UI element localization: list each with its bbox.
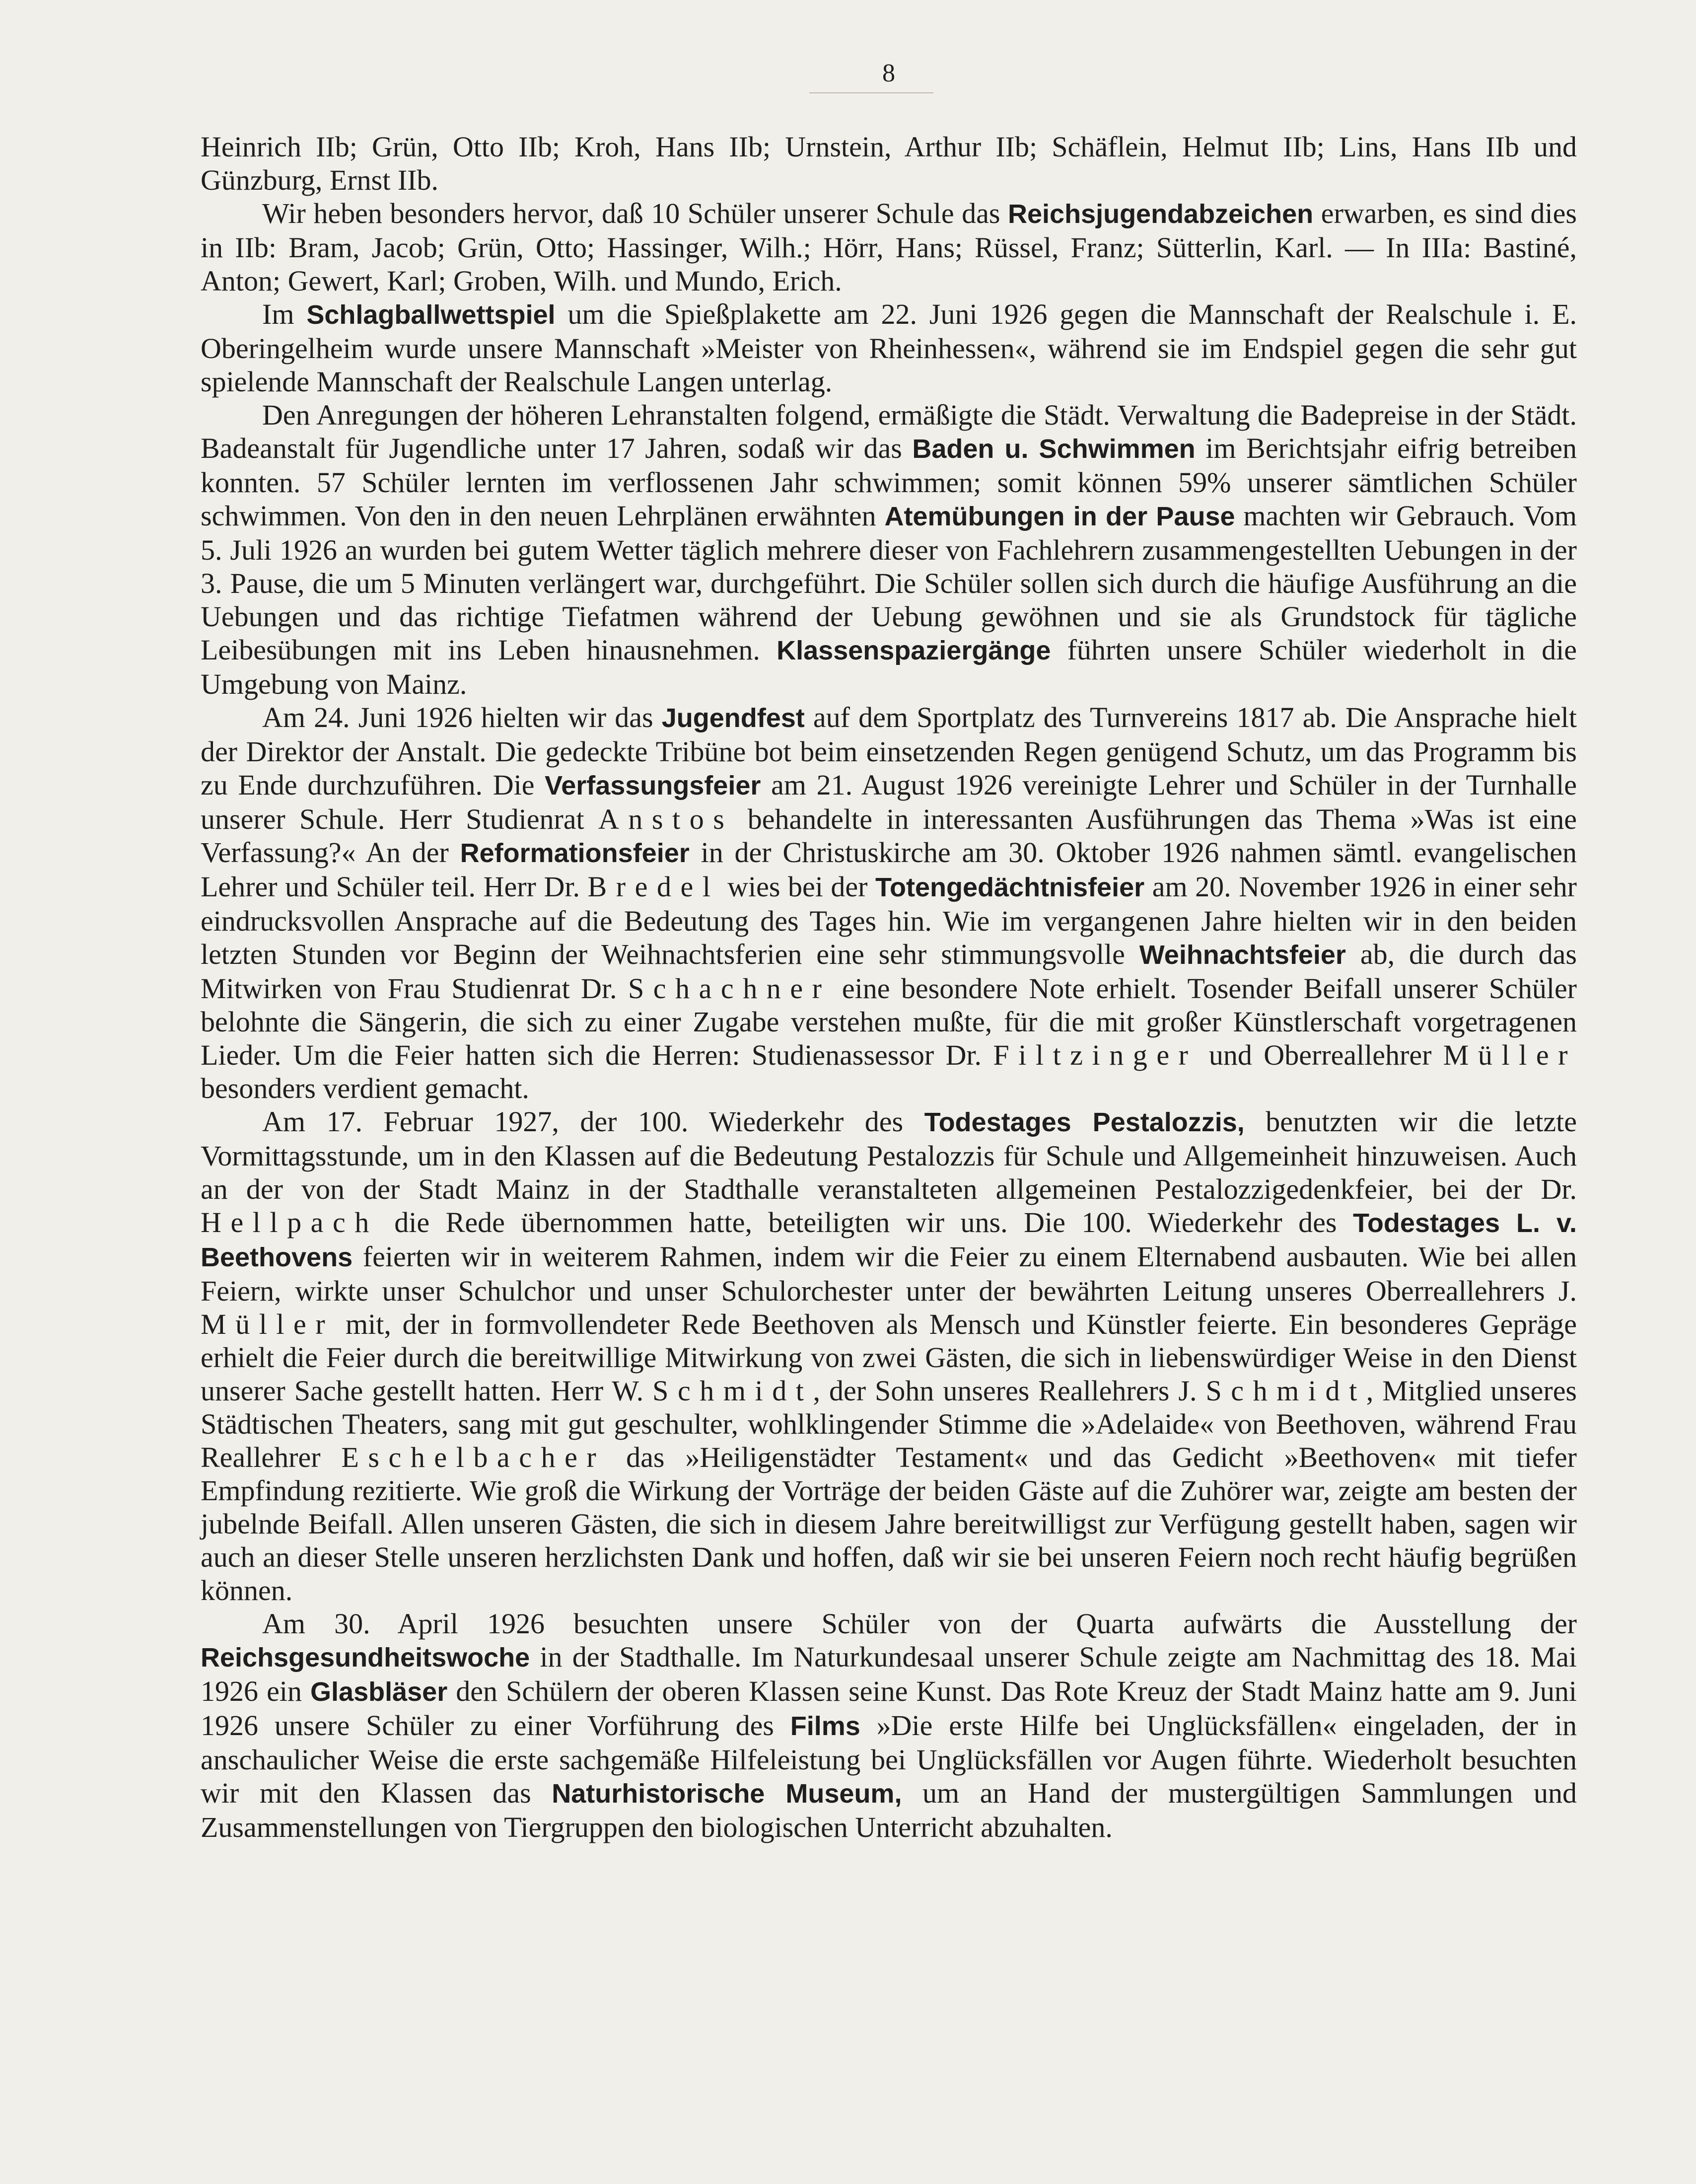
spaced-name: Schachner bbox=[628, 972, 831, 1005]
bold-term: Films bbox=[790, 1711, 860, 1741]
text-run: im Berichtsjahr eifrig betreiben konnten. 57 Schüler lernten im verflossenen Jahr schwimmen; somit können 59% unserer sämtlichen Schüler schwimmen. Von den in den neuen Lehrplänen erwähnten bbox=[201, 432, 1577, 532]
text-run: behandelte in interessanten Ausführungen das Thema »Was ist eine Verfassung?« An der bbox=[201, 803, 1577, 869]
bold-term: Atemübungen in der Pause bbox=[884, 502, 1235, 531]
spaced-name: Schmidt bbox=[1205, 1375, 1366, 1407]
text-run: Am 30. April 1926 besuchten unsere Schüler von der Quarta aufwärts die Ausstellung der bbox=[262, 1607, 1577, 1640]
bold-term: Reichsjugendabzeichen bbox=[1008, 199, 1314, 229]
text-run: den Schülern der oberen Klassen seine Kunst. Das Rote Kreuz der Stadt Mainz hatte am 9. Juni 1926 unsere Schüler zu einer Vorführung des bbox=[201, 1675, 1577, 1742]
paragraph bbox=[201, 130, 1577, 197]
bold-term: Baden u. Schwimmen bbox=[912, 434, 1196, 464]
bold-term: Todestages Pestalozzis, bbox=[924, 1107, 1245, 1137]
text-run: , der Sohn unseres Reallehrers J. bbox=[813, 1375, 1206, 1407]
paragraph bbox=[201, 297, 1577, 398]
text-run: und Oberreallehrer bbox=[1197, 1039, 1443, 1071]
text-run: besonders verdient gemacht. bbox=[201, 1072, 529, 1104]
text-run: Im bbox=[262, 298, 307, 330]
bold-term: Weihnachtsfeier bbox=[1139, 940, 1346, 970]
bold-term: Totengedächtnisfeier bbox=[875, 873, 1145, 902]
text-run: erwarben, es sind dies in IIb: Bram, Jacob; Grün, Otto; Hassinger, Wilh.; Hörr, Hans; Rüssel, Franz; Sütterlin, Karl. — In IIIa: Bastiné, Anton; Gewert, Karl; Groben, Wilh. und Mundo, Erich. bbox=[201, 197, 1577, 297]
text-run: , Mitglied unseres Städtischen Theaters, sang mit gut geschulter, wohlklingender Stimme die »Adelaide« von Beethoven, während Frau Reallehrer bbox=[201, 1375, 1577, 1473]
spaced-name: Eschelbacher bbox=[341, 1441, 606, 1473]
text-run: die Rede übernommen hatte, beteiligten wir uns. Die 100. Wiederkehr des bbox=[378, 1206, 1353, 1238]
text-run: führten unsere Schüler wiederholt in die Umgebung von Mainz. bbox=[201, 634, 1577, 700]
text-run: mit, der in formvollendeter Rede Beethoven als Mensch und Künstler feierte. Ein besonderes Gepräge erhielt die Feier durch die bereitwillige Mitwirkung von zwei Gästen, die sich in liebenswürdiger Weise in den Dienst unserer Sache gestellt hatten. Herr W. bbox=[201, 1308, 1577, 1407]
bold-term: Glasbläser bbox=[310, 1677, 448, 1707]
text-run: das »Heiligenstädter Testament« und das Gedicht »Beethoven« mit tiefer Empfindung rezitierte. Wie groß die Wirkung der Vorträge der beiden Gäste auf die Zuhörer war, zeigte am besten der jubelnde Beifall. Allen unseren Gästen, die sich in diesem Jahre bereitwilligst zur Verfügung gestellt haben, sagen wir auch an dieser Stelle unseren herzlichsten Dank und hoffen, daß wir sie bei unseren Feiern noch recht häufig begrüßen können. bbox=[201, 1441, 1577, 1606]
text-run: in der Stadthalle. Im Naturkundesaal unserer Schule zeigte am Nachmittag des 18. Mai 1926 ein bbox=[201, 1641, 1577, 1707]
spaced-name: Schmidt bbox=[652, 1375, 813, 1407]
page-number: 8 bbox=[882, 59, 895, 87]
spaced-name: Hellpach bbox=[201, 1206, 378, 1238]
text-run: eine besondere Note erhielt. Tosender Beifall unserer Schüler belohnte die Sängerin, die sich zu einer Zugabe verstehen mußte, für die mit großer Künstlerschaft vorgetragenen Lieder. Um die Feier hatten sich die Herren: Studienassessor Dr. bbox=[201, 972, 1577, 1071]
spaced-name: Müller bbox=[201, 1308, 335, 1340]
bold-term: Jugendfest bbox=[661, 703, 805, 733]
bold-term: Reformationsfeier bbox=[460, 838, 690, 868]
spaced-name: Bredel bbox=[587, 871, 720, 903]
page-number-rule bbox=[809, 92, 933, 93]
spaced-name: Müller bbox=[1443, 1039, 1577, 1071]
text-run: ab, die durch das Mitwirken von Frau Studienrat Dr. bbox=[201, 938, 1577, 1005]
text-run: um an Hand der mustergültigen Sammlungen und Zusammenstellungen von Tiergruppen den biologischen Unterricht abzuhalten. bbox=[201, 1777, 1577, 1843]
bold-term: Todestages L. v. Beethovens bbox=[201, 1208, 1577, 1272]
text-run: machten wir Gebrauch. Vom 5. Juli 1926 an wurden bei gutem Wetter täglich mehrere dieser von Fachlehrern zusammengestellten Uebungen in der 3. Pause, die um 5 Minuten verlängert war, durchgeführt. Die Schüler sollen sich durch die häufige Ausführung an die Uebungen und das richtige Tiefatmen während der Uebung gewöhnen und sie als Grundstock für tägliche Leibesübungen mit ins Leben hinausnehmen. bbox=[201, 500, 1577, 666]
text-run: Am 17. Februar 1927, der 100. Wiederkehr des bbox=[262, 1105, 924, 1138]
text-run: benutzten wir die letzte Vormittagsstunde, um in den Klassen auf die Bedeutung Pestalozzis für Schule und Allgemeinheit hinzuweisen. Auch an der von der Stadt Mainz in der Stadthalle veranstalteten allgemeinen Pestalozzigedenkfeier, bei der Dr. bbox=[201, 1105, 1577, 1205]
bold-term: Schlagballwettspiel bbox=[306, 300, 556, 330]
paragraph bbox=[201, 1105, 1577, 1607]
paragraph bbox=[201, 1607, 1577, 1844]
bold-term: Reichsgesundheitswoche bbox=[201, 1643, 530, 1673]
text-run: in der Christuskirche am 30. Oktober 1926 nahmen sämtl. evangelischen Lehrer und Schüler teil. Herr Dr. bbox=[201, 836, 1577, 903]
text-run: Wir heben besonders hervor, daß 10 Schüler unserer Schule das bbox=[262, 197, 1008, 229]
bold-term: Klassenspaziergänge bbox=[777, 636, 1051, 665]
paragraph bbox=[201, 701, 1577, 1105]
text-run: am 20. November 1926 in einer sehr eindrucksvollen Ansprache auf die Bedeutung des Tages hin. Wie im vergangenen Jahre hielten wir in den beiden letzten Stunden vor Beginn der Weihnachtsferien eine sehr stimmungsvolle bbox=[201, 871, 1577, 970]
text-run: auf dem Sportplatz des Turnvereins 1817 ab. Die Ansprache hielt der Direktor der Anstalt. Die gedeckte Tribüne bot beim einsetzenden Regen genügend Schutz, um das Programm bis zu Ende durchzuführen. Die bbox=[201, 701, 1577, 801]
text-run: um die Spießplakette am 22. Juni 1926 gegen die Mannschaft der Realschule i. E. Oberingelheim wurde unsere Mannschaft »Meister von Rheinhessen«, während sie im Endspiel gegen die sehr gut spielende Mannschaft der Realschule Langen unterlag. bbox=[201, 298, 1577, 398]
paragraph bbox=[201, 398, 1577, 701]
bold-term: Naturhistorische Museum, bbox=[552, 1779, 902, 1809]
text-run: wies bei der bbox=[719, 871, 876, 903]
text-run: Den Anregungen der höheren Lehranstalten folgend, ermäßigte die Städt. Verwaltung die Badepreise in der Städt. Badeanstalt für Jugendliche unter 17 Jahren, sodaß wir das bbox=[201, 399, 1577, 464]
text-run: Am 24. Juni 1926 hielten wir das bbox=[262, 701, 662, 733]
paragraph bbox=[201, 197, 1577, 297]
bold-term: Verfassungsfeier bbox=[545, 771, 761, 801]
body-text bbox=[201, 130, 1577, 1844]
text-run: »Die erste Hilfe bei Unglücksfällen« eingeladen, der in anschaulicher Weise die erste sachgemäße Hilfeleistung bei Unglücksfällen vor Augen führte. Wiederholt besuchten wir mit den Klassen das bbox=[201, 1709, 1577, 1809]
text-run: Heinrich IIb; Grün, Otto IIb; Kroh, Hans IIb; Urnstein, Arthur IIb; Schäflein, Helmut IIb; Lins, Hans IIb und Günzburg, Ernst IIb. bbox=[201, 131, 1577, 196]
text-run: feierten wir in weiterem Rahmen, indem wir die Feier zu einem Elternabend ausbauten. Wie bei allen Feiern, wirkte unser Schulchor und unser Schulorchester unter der bewährten Leitung unseres Oberreallehrers J. bbox=[201, 1240, 1577, 1307]
spaced-name: Filtzinger bbox=[993, 1039, 1198, 1071]
text-run: am 21. August 1926 vereinigte Lehrer und Schüler in der Turnhalle unserer Schule. Herr Studienrat bbox=[201, 769, 1577, 835]
spaced-name: Anstos bbox=[598, 803, 734, 835]
